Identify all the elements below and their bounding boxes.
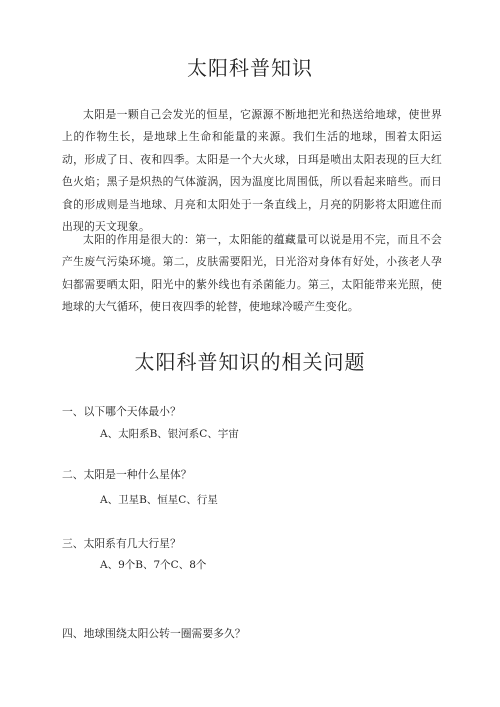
question-3: 三、太阳系有几大行星？ bbox=[62, 537, 181, 550]
question-1: 一、以下哪个天体最小？ bbox=[62, 405, 181, 418]
question-3-options: A、9个B、7个C、8个 bbox=[100, 559, 207, 571]
document-title: 太阳科普知识 bbox=[187, 56, 313, 80]
question-2: 二、太阳是一种什么星体？ bbox=[62, 468, 192, 481]
question-4: 四、地球围绕太阳公转一圈需要多久？ bbox=[62, 627, 246, 640]
section-title: 太阳科普知识的相关问题 bbox=[134, 350, 366, 374]
paragraph-functions: 太阳的作用是很大的：第一，太阳能的蕴藏量可以说是用不完，而且不会产生废气污染环境。第二，皮肤需要阳光，日光浴对身体有好处，小孩老人孕妇都需要晒太阳，阳光中的紫外线也有杀菌能力。第三，太阳能带来光照，使地球的大气循环，使日夜四季的轮替，使地球冷暖产生变化。 bbox=[62, 233, 442, 314]
question-1-options: A、太阳系B、银河系C、宇宙 bbox=[100, 428, 239, 440]
paragraph-intro: 太阳是一颗自己会发光的恒星，它源源不断地把光和热送给地球，使世界上的作物生长，是地球上生命和能量的来源。我们生活的地球，围着太阳运动，形成了日、夜和四季。太阳是一个大火球，日珥是喷出太阳表现的巨大红色火焰；黑子是炽热的气体漩涡，因为温度比周围低，所以看起来暗些。而日食的形成则是当地球、月亮和太阳处于一条直线上，月亮的阴影将太阳遮住而出现的天文现象。 bbox=[62, 108, 442, 234]
question-2-options: A、卫星B、恒星C、行星 bbox=[100, 494, 218, 506]
